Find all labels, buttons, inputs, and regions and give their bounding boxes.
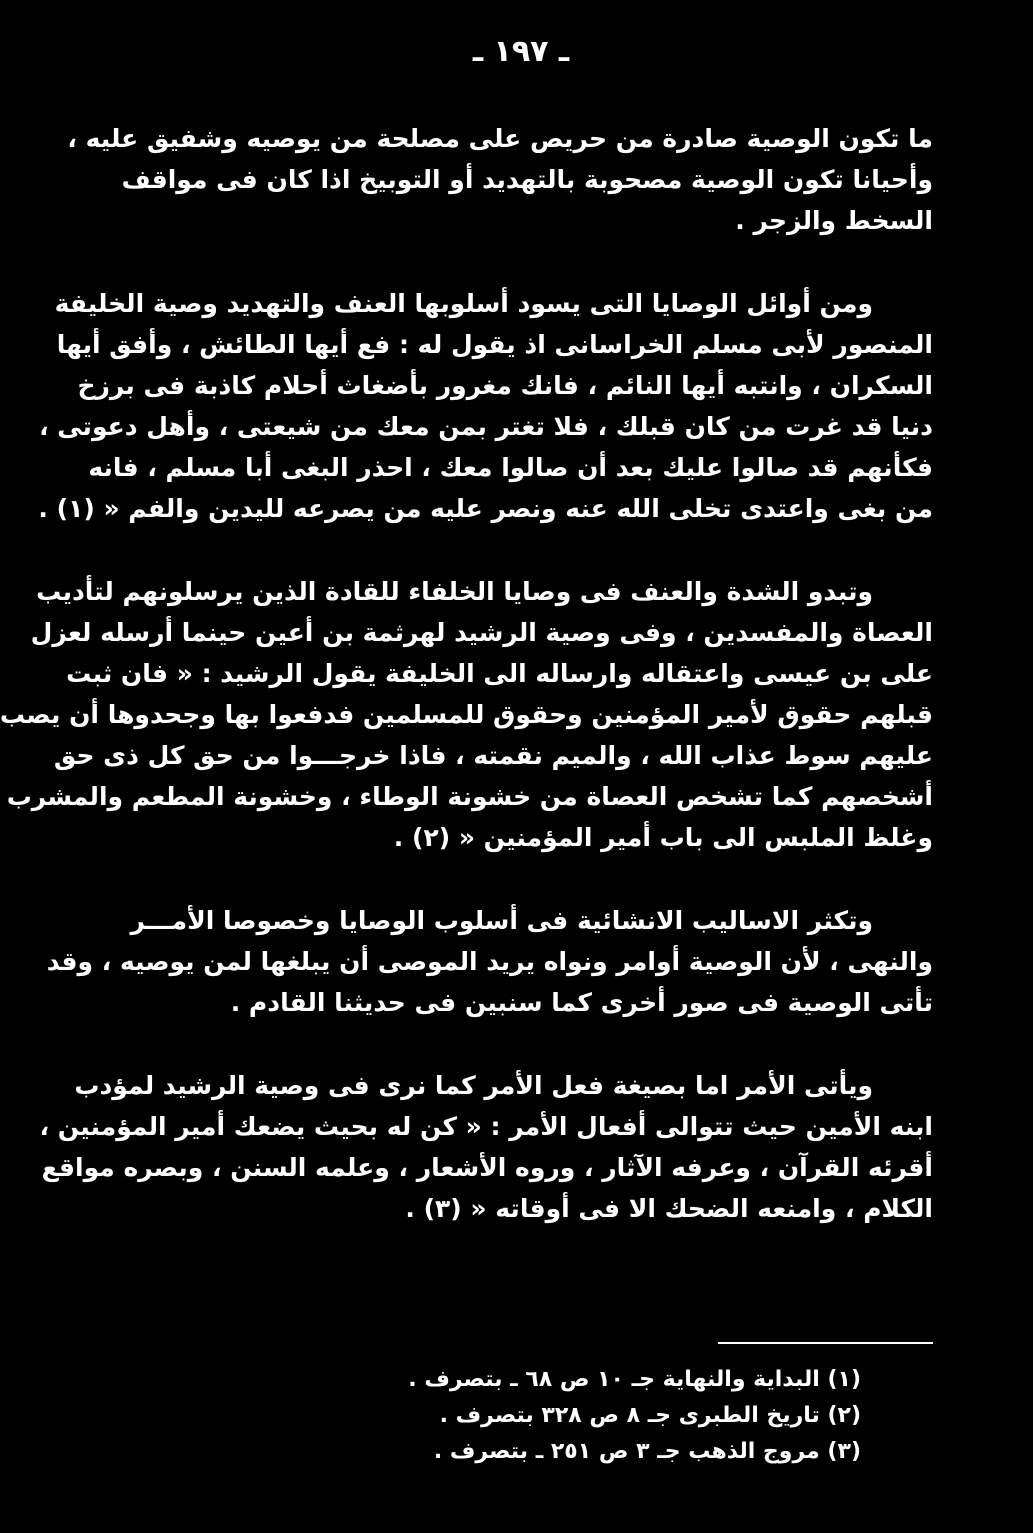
text-line: ومن أوائل الوصايا التى يسود أسلوبها العنف والتهديد وصية الخليفة	[54, 289, 873, 318]
text-line: العصاة والمفسدين ، وفى وصية الرشيد لهرثمة بن أعين حينما أرسله لعزل	[30, 618, 933, 647]
text-line: وتكثر الاساليب الانشائية فى أسلوب الوصايا وخصوصا الأمـــر	[130, 906, 873, 935]
text-line: تأتى الوصية فى صور أخرى كما سنبين فى حديثنا القادم .	[230, 988, 933, 1017]
text-line: وغلظ الملبس الى باب أمير المؤمنين « (٢) .	[393, 823, 933, 852]
text-line: السخط والزجر .	[735, 206, 933, 235]
text-line: وتبدو الشدة والعنف فى وصايا الخلفاء للقادة الذين يرسلونهم لتأديب	[36, 577, 873, 606]
footnote-divider	[718, 1342, 933, 1344]
text-line: ويأتى الأمر اما بصيغة فعل الأمر كما نرى فى وصية الرشيد لمؤدب	[74, 1071, 873, 1100]
text-line: على بن عيسى واعتقاله وارساله الى الخليفة يقول الرشيد : « فان ثبت	[66, 659, 933, 688]
text-line: أقرئه القرآن ، وعرفه الآثار ، وروه الأشعار ، وعلمه السنن ، وبصره مواقع	[41, 1153, 933, 1182]
text-line: وأحيانا تكون الوصية مصحوبة بالتهديد أو التوبيخ اذا كان فى مواقف	[121, 165, 933, 194]
footnotes	[109, 1362, 861, 1470]
text-line: ابنه الأمين حيث تتوالى أفعال الأمر : « كن له بحيث يضعك أمير المؤمنين ،	[39, 1112, 933, 1141]
body-text	[0, 118, 933, 1271]
text-line: الكلام ، وامنعه الضحك الا فى أوقاته « (٣) .	[405, 1194, 933, 1223]
text-line: المنصور لأبى مسلم الخراسانى اذ يقول له : فع أيها الطائش ، وأفق أيها	[56, 330, 933, 359]
text-line: ما تكون الوصية صادرة من حريص على مصلحة من يوصيه وشفيق عليه ،	[67, 124, 933, 153]
paragraph-1	[67, 118, 933, 241]
text-line: السكران ، وانتبه أيها النائم ، فانك مغرور بأضغاث أحلام كاذبة فى برزخ	[77, 371, 933, 400]
text-line: عليهم سوط عذاب الله ، والميم نقمته ، فاذا خرجـــوا من حق كل ذى حق	[53, 741, 933, 770]
page-number: ـ ١٩٧ ـ	[472, 34, 570, 69]
text-line: أشخصهم كما تشخص العصاة من خشونة الوطاء ، وخشونة المطعم والمشرب	[6, 782, 933, 811]
footnote-2: (٢) تاريخ الطبرى جـ ٨ ص ٣٢٨ بتصرف .	[439, 1403, 861, 1428]
text-line: قبلهم حقوق لأمير المؤمنين وحقوق للمسلمين فدفعوا بها وجحدوها أن يصب	[0, 700, 933, 729]
footnote-3: (٣) مروج الذهب جـ ٣ ص ٢٥١ ـ بتصرف .	[433, 1439, 861, 1464]
paragraph-4	[46, 900, 933, 1023]
text-line: من بغى واعتدى تخلى الله عنه ونصر عليه من يصرعه لليدين والفم « (١) .	[38, 494, 933, 523]
text-line: والنهى ، لأن الوصية أوامر ونواه يريد الموصى أن يبلغها لمن يوصيه ، وقد	[46, 947, 933, 976]
text-line: دنيا قد غرت من كان قبلك ، فلا تغتر بمن معك من شيعتى ، وأهل دعوتى ،	[39, 412, 933, 441]
paragraph-3	[0, 571, 933, 858]
text-line: فكأنهم قد صالوا عليك بعد أن صالوا معك ، احذر البغى أبا مسلم ، فانه	[88, 453, 933, 482]
paragraph-5	[39, 1065, 933, 1229]
footnote-1: (١) البداية والنهاية جـ ١٠ ص ٦٨ ـ بتصرف .	[408, 1367, 861, 1392]
paragraph-2	[38, 283, 933, 529]
